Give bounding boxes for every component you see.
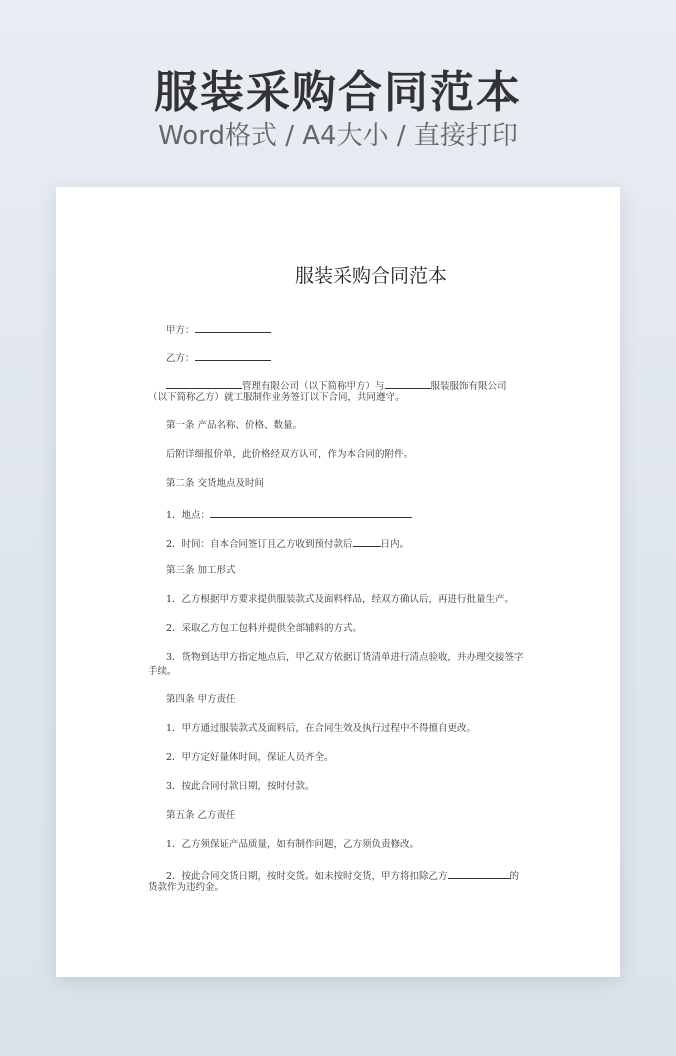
company-a-blank xyxy=(166,377,242,389)
article-4-heading: 第四条 甲方责任 xyxy=(166,694,236,705)
article-1-heading: 第一条 产品名称、价格、数量。 xyxy=(166,420,303,431)
party-b-blank xyxy=(195,349,271,361)
penalty-text: 2．按此合同交货日期，按时交货。如未按时交货，甲方将扣除乙方 xyxy=(166,871,448,882)
time-text-end: 日内。 xyxy=(380,539,410,550)
document-page xyxy=(56,187,620,977)
intro-line-2: （以下简称乙方）就工服制作业务签订以下合同，共同遵守。 xyxy=(148,392,405,403)
company-b-blank xyxy=(385,377,431,389)
article-4-item-2: 2．甲方定好量体时间，保证人员齐全。 xyxy=(166,752,334,763)
article-4-item-3: 3．按此合同付款日期，按时付款。 xyxy=(166,781,315,792)
article-3-heading: 第三条 加工形式 xyxy=(166,565,236,576)
party-a-line xyxy=(148,321,536,338)
article-2-item-2 xyxy=(148,535,536,552)
intro-company-a-suffix: 管理有限公司（以下简称甲方）与 xyxy=(242,381,385,392)
article-2-item-1 xyxy=(148,506,536,523)
location-blank xyxy=(210,506,412,518)
banner-subtitle: Word格式 / A4大小 / 直接打印 xyxy=(158,121,518,151)
party-b-line xyxy=(148,349,536,366)
days-blank xyxy=(353,535,381,547)
article-3-item-3: 3．货物到达甲方指定地点后，甲乙双方依据订货清单进行清点验收，并办理交接签字 xyxy=(166,652,524,663)
article-3-item-2: 2．采取乙方包工包料并提供全部辅料的方式。 xyxy=(166,623,363,634)
article-4-item-1: 1．甲方通过服装款式及面料后，在合同生效及执行过程中不得擅自更改。 xyxy=(166,723,477,734)
penalty-blank xyxy=(448,867,510,879)
article-3-item-1: 1．乙方根据甲方要求提供服装款式及面料样品，经双方确认后，再进行批量生产。 xyxy=(166,594,515,605)
article-2-heading: 第二条 交货地点及时间 xyxy=(166,478,265,489)
intro-company-b-suffix: 服装服饰有限公司 xyxy=(430,381,507,392)
time-text: 2．时间：自本合同签订且乙方收到预付款后 xyxy=(166,539,353,550)
location-label: 1．地点： xyxy=(166,510,211,521)
document-title: 服装采购合同范本 xyxy=(294,265,447,287)
article-1-text: 后附详细报价单，此价格经双方认可，作为本合同的附件。 xyxy=(166,449,414,460)
banner-title: 服装采购合同范本 xyxy=(154,67,522,118)
party-b-label: 乙方： xyxy=(166,353,195,364)
article-3-item-3-cont: 手续。 xyxy=(148,666,177,677)
party-a-blank xyxy=(195,321,271,333)
article-5-heading: 第五条 乙方责任 xyxy=(166,810,236,821)
penalty-text-end: 的 xyxy=(509,871,520,882)
article-5-item-2-cont: 货款作为违约金。 xyxy=(148,882,225,893)
party-a-label: 甲方： xyxy=(166,325,195,336)
article-5-item-1: 1．乙方须保证产品质量，如有制作问题，乙方须负责修改。 xyxy=(166,839,420,850)
